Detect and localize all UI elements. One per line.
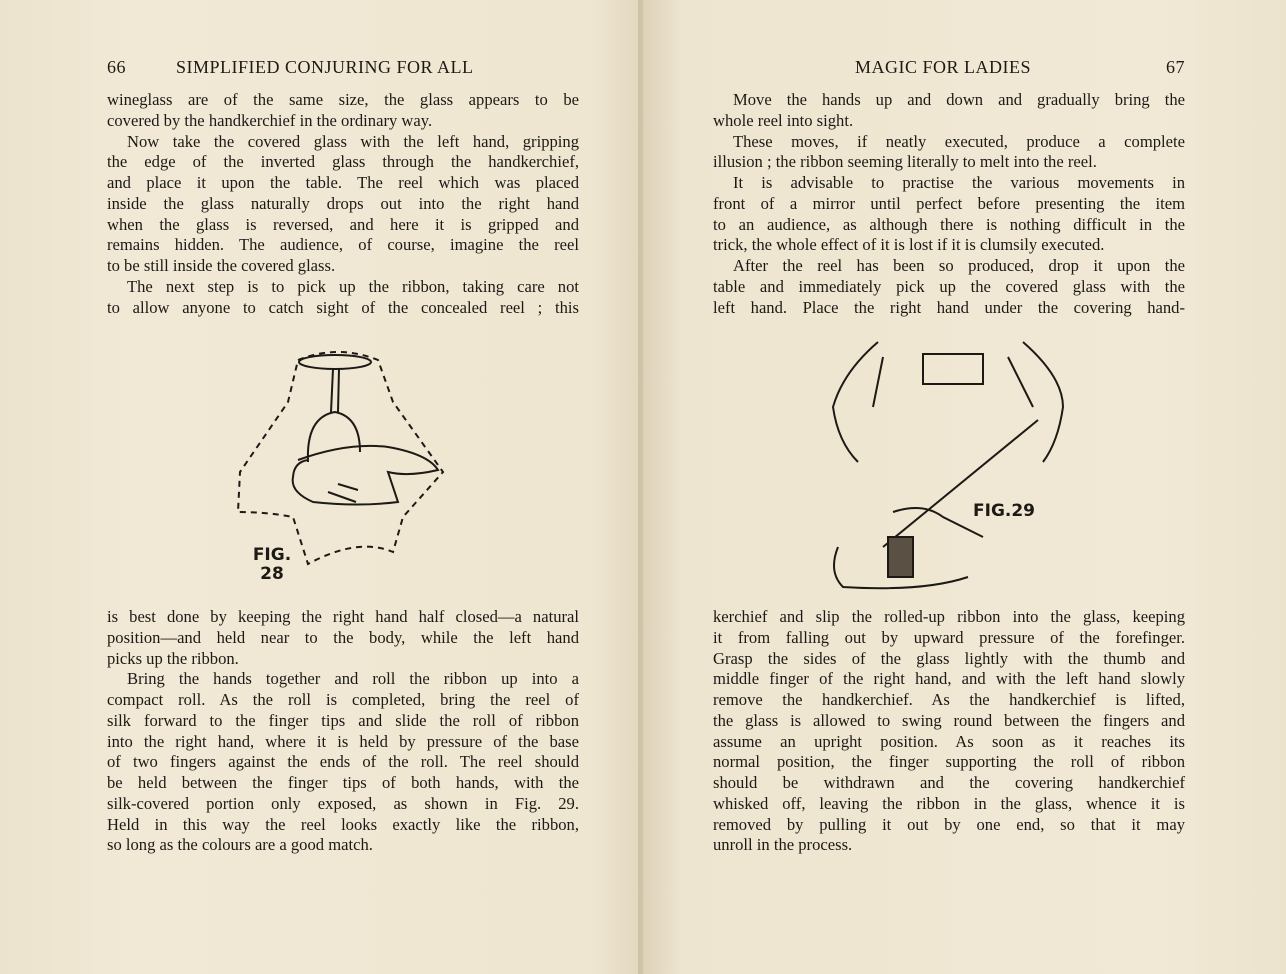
- text-line: left hand. Place the right hand under the covering hand-: [713, 297, 1185, 317]
- figure-label-line: FIG.: [252, 545, 292, 565]
- text-line: whole reel into sight.: [713, 110, 854, 130]
- text-line: table and immediately pick up the covered glass with the: [713, 276, 1185, 296]
- text-line: silk-covered portion only exposed, as shown in Fig. 29.: [107, 793, 579, 813]
- text-line: covered by the handkerchief in the ordinary way.: [107, 110, 433, 130]
- text-line: It is advisable to practise the various movements in: [733, 173, 1185, 192]
- text-block-top: [107, 90, 579, 318]
- text-line: front of a mirror until perfect before presenting the item: [713, 193, 1185, 213]
- text-block-top: [713, 90, 1185, 318]
- paragraph: [107, 277, 579, 319]
- right-page: [643, 0, 1286, 974]
- text-line: to allow anyone to catch sight of the concealed reel ; this: [107, 297, 579, 317]
- paragraph: [713, 90, 1185, 132]
- text-line: the edge of the inverted glass through the handkerchief,: [107, 152, 579, 172]
- text-line: normal position, the finger supporting the roll of ribbon: [713, 752, 1185, 772]
- paragraph: [713, 173, 1185, 256]
- text-line: trick, the whole effect of it is lost if it is clumsily executed.: [713, 235, 1105, 255]
- text-line: compact roll. As the roll is completed, bring the reel of: [107, 690, 579, 709]
- text-line: After the reel has been so produced, drop it upon the: [733, 256, 1185, 275]
- text-line: into the right hand, where it is held by pressure of the base: [107, 731, 579, 751]
- text-line: Move the hands up and down and gradually bring the: [733, 90, 1185, 109]
- text-line: position—and held near to the body, while the left hand: [107, 627, 579, 647]
- text-line: remains hidden. The audience, of course, imagine the reel: [107, 235, 579, 255]
- text-line: Now take the covered glass with the left hand, gripping: [127, 131, 579, 151]
- text-line: should be withdrawn and the covering handkerchief: [713, 773, 1185, 792]
- paragraph: [107, 669, 579, 856]
- text-line: of two fingers against the ends of the roll. The reel should: [107, 752, 579, 772]
- text-line: The next step is to pick up the ribbon, taking care not: [127, 276, 579, 296]
- text-line: picks up the ribbon.: [107, 648, 239, 668]
- running-head: MAGIC FOR LADIES: [855, 57, 1032, 77]
- text-line: when the glass is reversed, and here it is gripped and: [107, 214, 579, 234]
- page-number: 66: [107, 57, 126, 77]
- paragraph: [713, 607, 1185, 856]
- text-line: middle finger of the right hand, and with the left hand slowly: [713, 669, 1185, 689]
- page-number: 67: [1166, 57, 1185, 77]
- text-line: kerchief and slip the rolled-up ribbon into the glass, keeping: [713, 607, 1185, 626]
- text-line: wineglass are of the same size, the glass appears to be: [107, 90, 579, 109]
- paragraph: [107, 132, 579, 277]
- text-block-bottom: [107, 607, 579, 856]
- figure-28-label: [250, 546, 294, 584]
- text-line: unroll in the process.: [713, 835, 853, 855]
- text-line: These moves, if neatly executed, produce a complete: [733, 131, 1185, 151]
- text-line: Bring the hands together and roll the ribbon up into a: [127, 669, 579, 689]
- paragraph: [107, 607, 579, 669]
- figure-29-label: FIG.29: [973, 501, 1036, 521]
- text-line: it from falling out by upward pressure of the forefinger.: [713, 627, 1185, 647]
- text-line: be held between the finger tips of both hands, with the: [107, 773, 579, 792]
- text-line: to be still inside the covered glass.: [107, 256, 336, 275]
- text-line: inside the glass naturally drops out into the right hand: [107, 193, 579, 213]
- text-line: remove the handkerchief. As the handkerchief is lifted,: [713, 690, 1185, 709]
- text-line: illusion ; the ribbon seeming literally to melt into the reel.: [713, 152, 1097, 172]
- paragraph: [713, 132, 1185, 174]
- figure-label-number: 28: [260, 564, 284, 584]
- text-line: is best done by keeping the right hand half closed—a natural: [107, 607, 579, 626]
- text-line: removed by pulling it out by one end, so that it may: [713, 814, 1185, 834]
- text-line: so long as the colours are a good match.: [107, 835, 373, 855]
- text-block-bottom: [713, 607, 1185, 856]
- text-line: whisked off, leaving the ribbon in the glass, whence it is: [713, 793, 1185, 813]
- text-line: and place it upon the table. The reel which was placed: [107, 173, 579, 192]
- figure-29-illustration: [823, 332, 1083, 602]
- text-line: Grasp the sides of the glass lightly with the thumb and: [713, 648, 1185, 668]
- text-line: to an audience, as although there is nothing difficult in the: [713, 214, 1185, 234]
- text-line: silk forward to the finger tips and slide the roll of ribbon: [107, 710, 579, 730]
- running-head: SIMPLIFIED CONJURING FOR ALL: [176, 57, 474, 77]
- paragraph: [107, 90, 579, 132]
- paragraph: [713, 256, 1185, 318]
- text-line: the glass is allowed to swing round between the fingers and: [713, 710, 1185, 730]
- text-line: Held in this way the reel looks exactly like the ribbon,: [107, 814, 579, 834]
- text-line: assume an upright position. As soon as it reaches its: [713, 731, 1185, 751]
